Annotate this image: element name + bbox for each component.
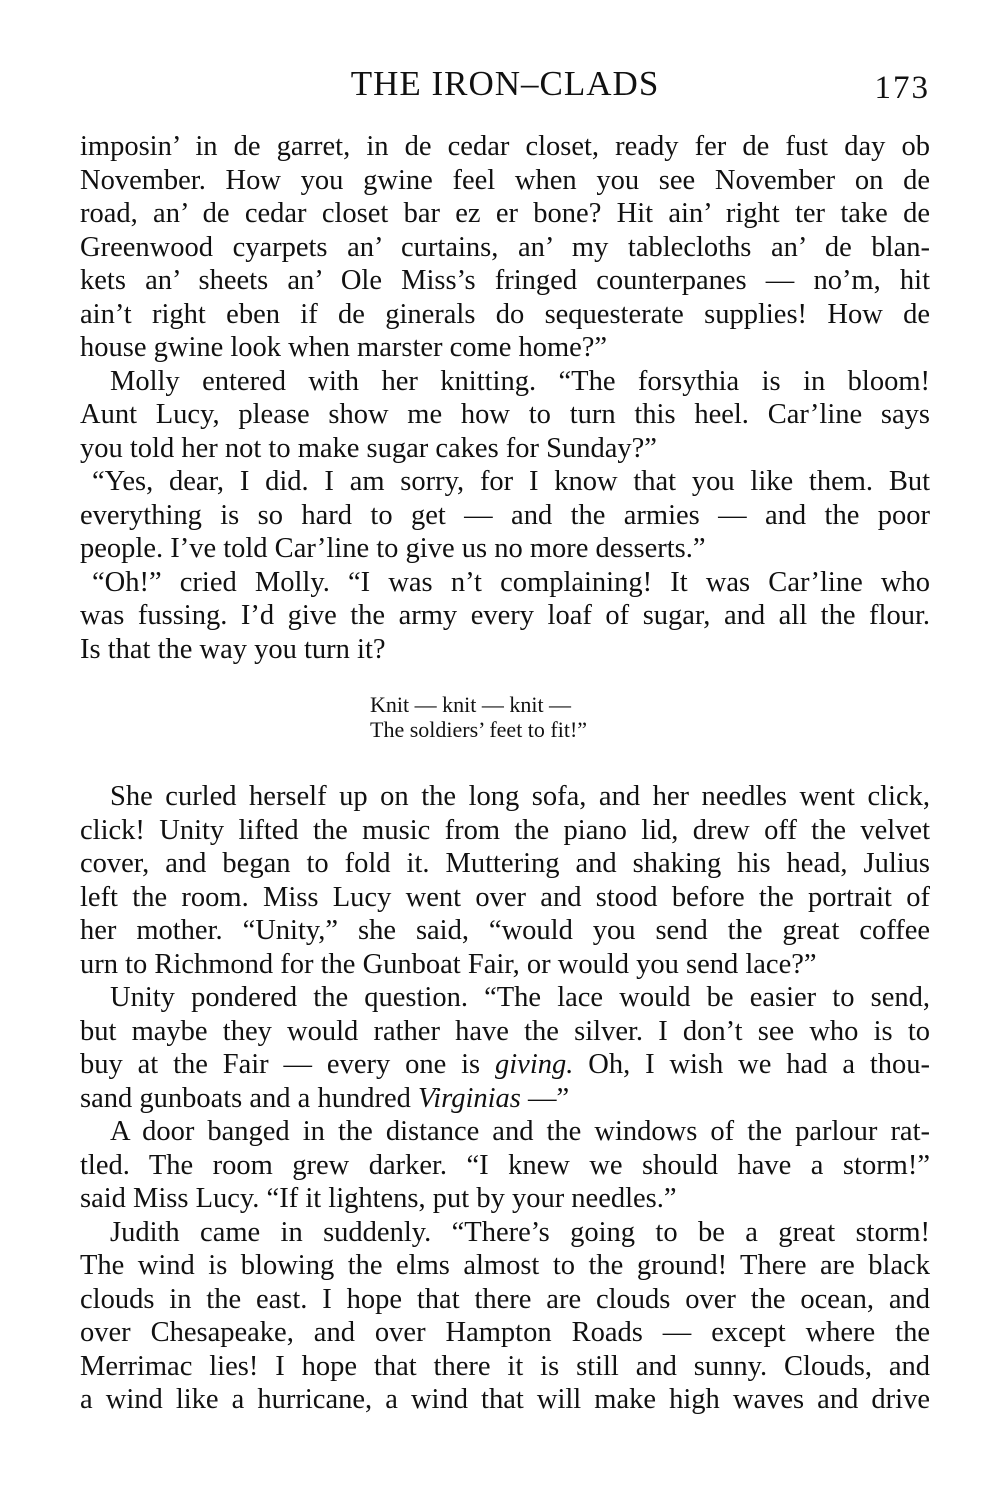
text-line: Unity pondered the question. “The lace would be easier to send, <box>110 982 930 1013</box>
text-run: —” <box>520 1082 570 1114</box>
text-line: but maybe they would rather have the silver. I don’t see who is to <box>80 1015 930 1047</box>
text-line: “Oh!” cried Molly. “I was n’t complaining! It was Car’line who <box>92 566 930 598</box>
paragraph-7 <box>80 1115 930 1216</box>
text-line: road, an’ de cedar closet bar ez er bone? Hit ain’ right ter take de <box>80 198 930 229</box>
text-line: imposin’ in de garret, in de cedar closet, ready fer de fust day ob <box>80 131 930 162</box>
text-line: left the room. Miss Lucy went over and stood before the portrait of <box>80 881 930 913</box>
text-line: kets an’ sheets an’ Ole Miss’s fringed counterpanes — no’m, hit <box>80 265 930 296</box>
verse-block <box>370 692 930 742</box>
paragraph-3 <box>80 465 930 566</box>
text-line: The wind is blowing the elms almost to the ground! There are black <box>80 1250 930 1281</box>
text-run: sand gunboats and a hundred <box>80 1082 418 1114</box>
text-line: A door banged in the distance and the windows of the parlour rat- <box>110 1116 930 1147</box>
text-line: over Chesapeake, and over Hampton Roads — except where the <box>80 1317 930 1348</box>
text-line: everything is so hard to get — and the armies — and the poor <box>80 499 930 531</box>
text-line: She curled herself up on the long sofa, and her needles went click, <box>110 781 930 812</box>
text-line: urn to Richmond for the Gunboat Fair, or would you send lace?” <box>80 948 817 980</box>
italic-word: Virginias <box>417 1082 521 1114</box>
running-head <box>80 62 930 106</box>
text-line: Molly entered with her knitting. “The forsythia is in bloom! <box>110 365 930 397</box>
text-line-with-italic <box>80 1048 930 1082</box>
text-line: was fussing. I’d give the army every loaf of sugar, and all the flour. <box>80 600 930 631</box>
paragraph-6 <box>80 981 930 1115</box>
verse-line: The soldiers’ feet to fit!” <box>370 717 588 742</box>
text-line: ain’t right eben if de ginerals do sequesterate supplies! How de <box>80 298 930 330</box>
text-run: Oh, I wish we had a thou- <box>573 1049 931 1080</box>
italic-word: giving. <box>495 1049 574 1080</box>
text-line: November. How you gwine feel when you see November on de <box>80 164 930 196</box>
text-line: Greenwood cyarpets an’ curtains, an’ my tablecloths an’ de blan- <box>80 231 930 263</box>
text-line: house gwine look when marster come home?” <box>80 332 608 363</box>
text-line: a wind like a hurricane, a wind that will make high waves and drive <box>80 1384 930 1415</box>
body-text <box>80 130 930 1417</box>
text-line: Merrimac lies! I hope that there it is still and sunny. Clouds, and <box>80 1350 930 1382</box>
paragraph-4 <box>80 566 930 667</box>
text-line-with-italic <box>80 1082 930 1116</box>
page-number: 173 <box>874 70 930 106</box>
paragraph-5 <box>80 780 930 981</box>
text-line: clouds in the east. I hope that there are clouds over the ocean, and <box>80 1283 930 1315</box>
text-line: tled. The room grew darker. “I knew we should have a storm!” <box>80 1149 930 1181</box>
text-line: people. I’ve told Car’line to give us no more desserts.” <box>80 533 706 564</box>
text-line: “Yes, dear, I did. I am sorry, for I know that you like them. But <box>92 466 930 497</box>
text-line: Judith came in suddenly. “There’s going to be a great storm! <box>110 1216 930 1248</box>
text-line: her mother. “Unity,” she said, “would you send the great coffee <box>80 915 930 946</box>
chapter-title: THE IRON–CLADS <box>350 64 660 103</box>
text-line: Is that the way you turn it? <box>80 633 386 665</box>
paragraph-1 <box>80 130 930 365</box>
paragraph-8 <box>80 1216 930 1417</box>
text-line: click! Unity lifted the music from the piano lid, drew off the velvet <box>80 814 930 846</box>
text-line: Aunt Lucy, please show me how to turn this heel. Car’line says <box>80 399 930 430</box>
text-line: you told her not to make sugar cakes for Sunday?” <box>80 432 657 464</box>
text-line: said Miss Lucy. “If it lightens, put by your needles.” <box>80 1183 677 1214</box>
verse-line: Knit — knit — knit — <box>370 692 572 717</box>
paragraph-2 <box>80 365 930 466</box>
text-line: cover, and began to fold it. Muttering and shaking his head, Julius <box>80 848 930 879</box>
text-run: buy at the Fair — every one is <box>80 1049 496 1080</box>
